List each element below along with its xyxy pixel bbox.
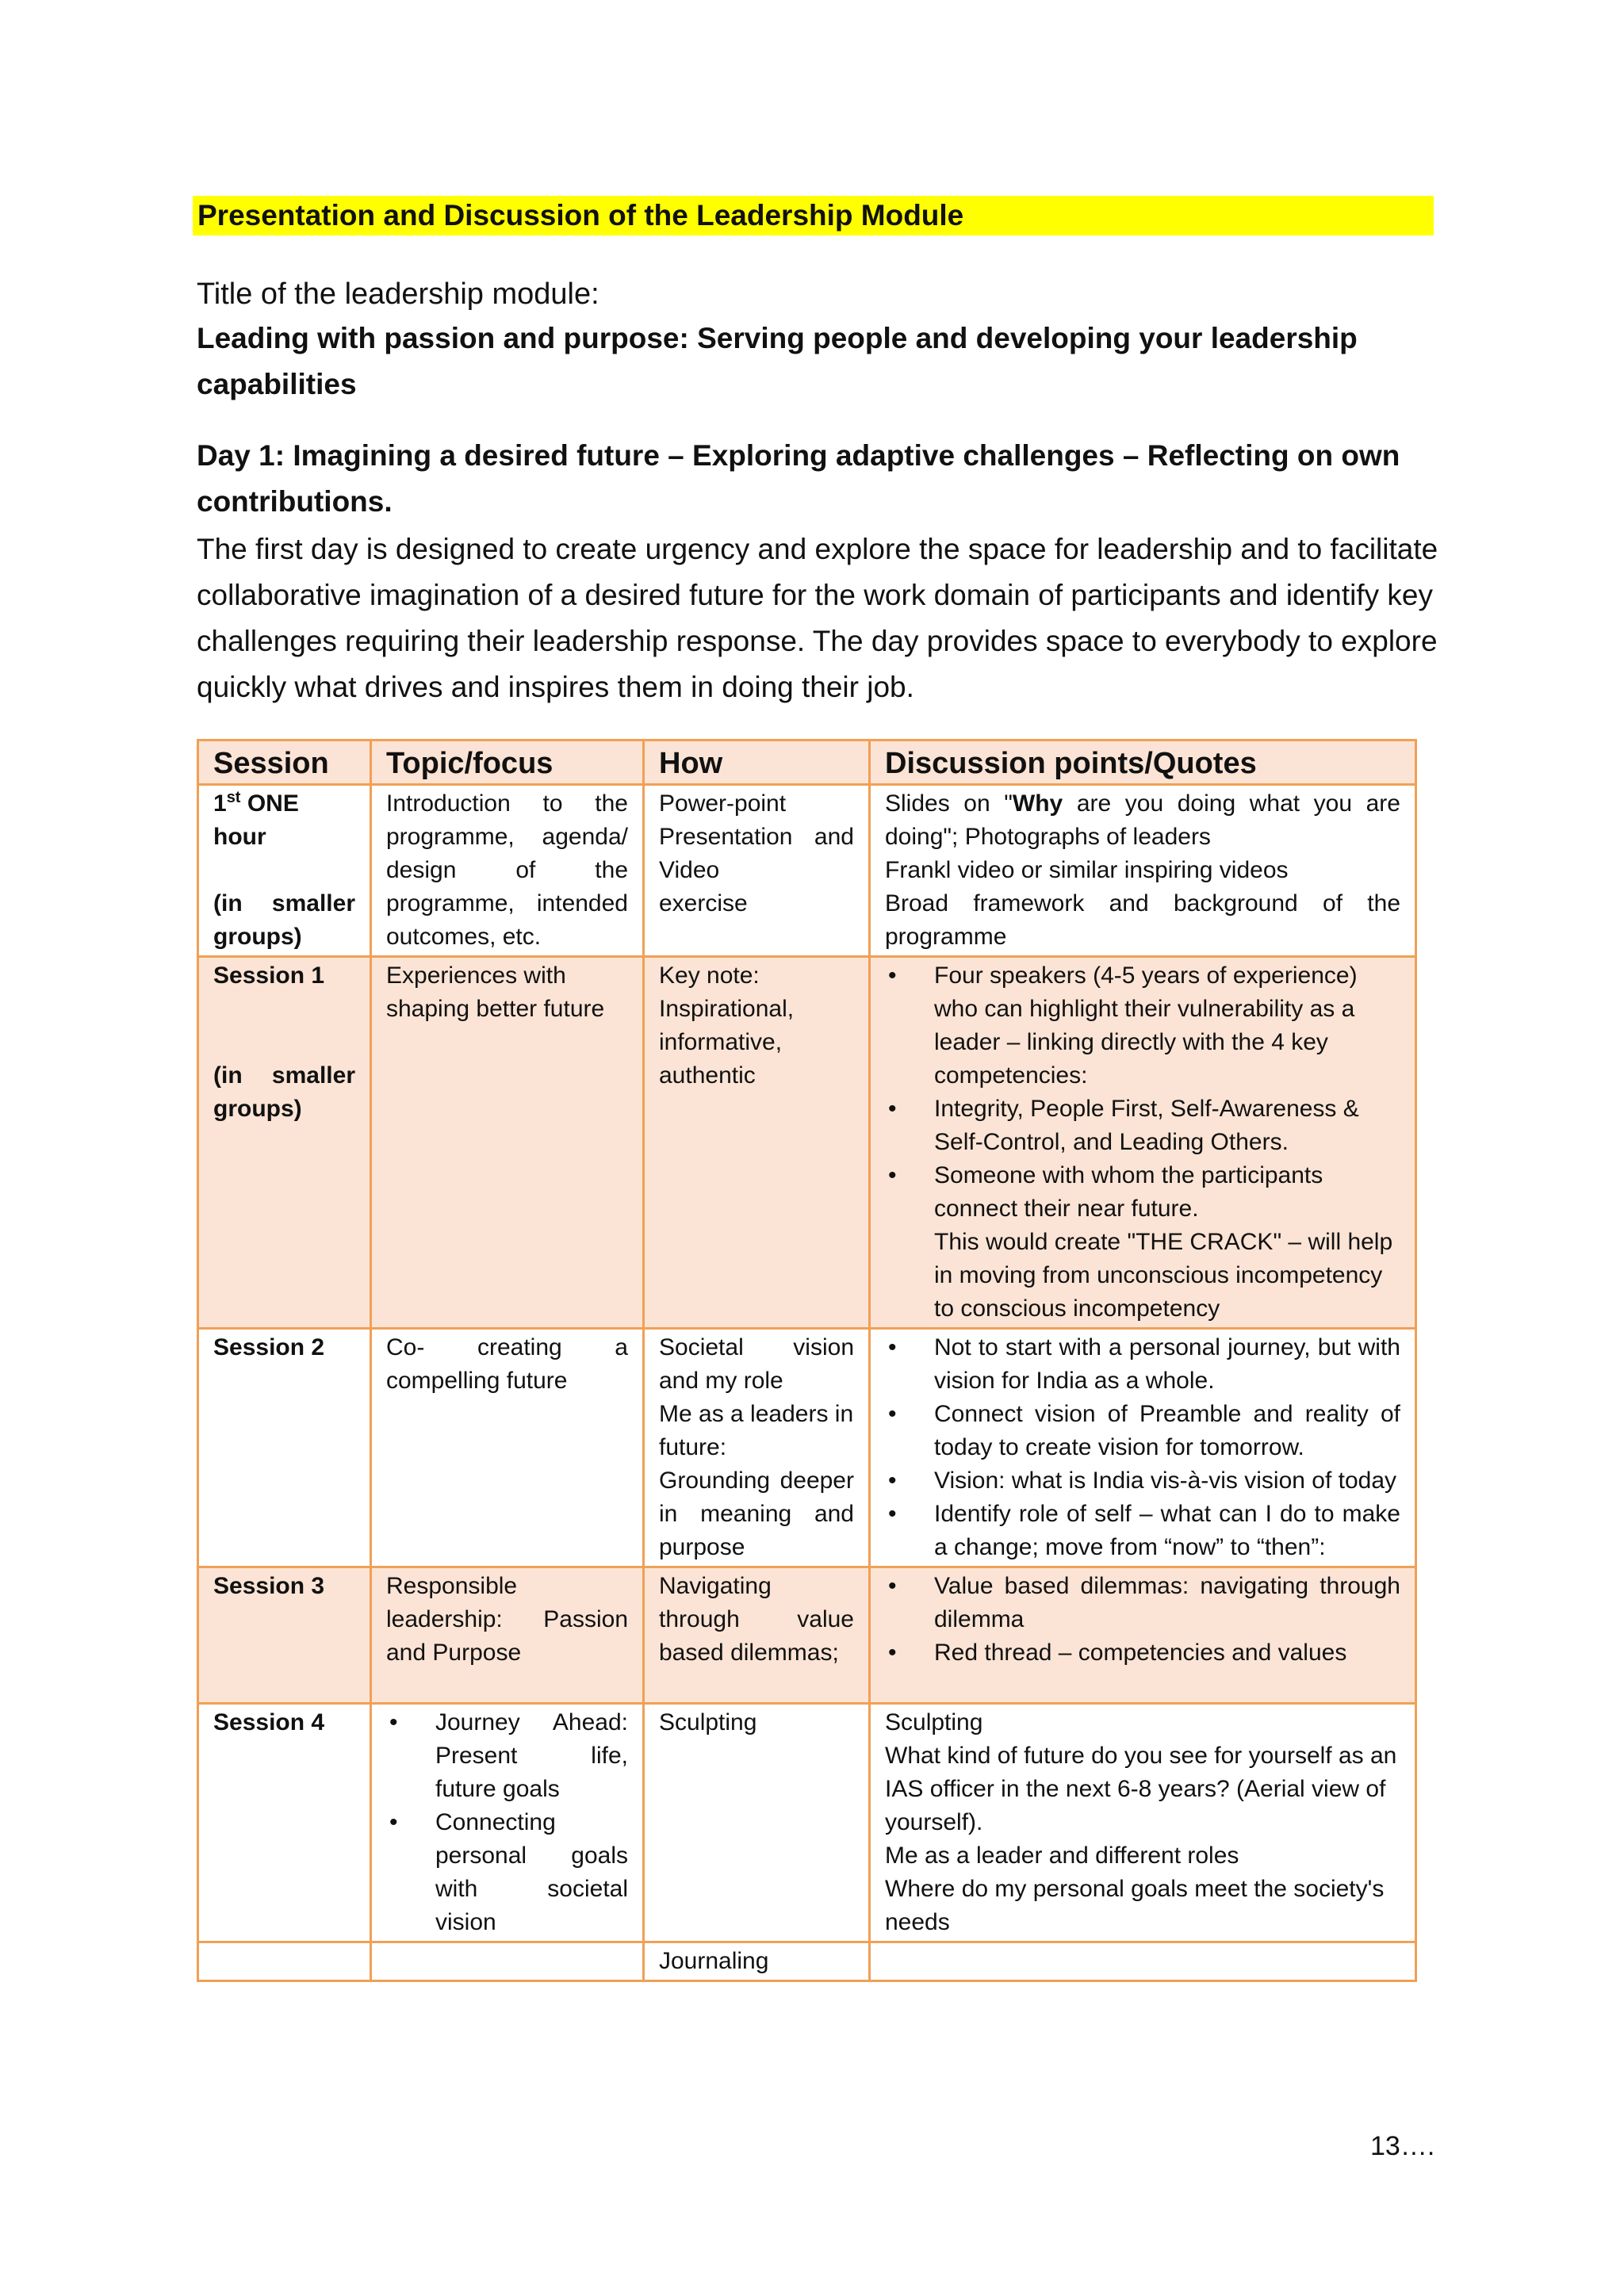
bullet-item: • Four speakers (4-5 years of experience) who can highlight their vulnerability as a leader – linking directly with the 4 key competencies: xyxy=(885,959,1400,1093)
how-line: Inspirational, xyxy=(659,996,795,1022)
bullet-item: • Vision: what is India vis-à-vis vision of today xyxy=(885,1464,1400,1498)
session-label: Session 1 xyxy=(213,962,325,989)
discussion-cell xyxy=(870,1704,1416,1942)
session-table xyxy=(197,739,1417,1982)
highlighted-heading: Presentation and Discussion of the Leadership Module xyxy=(193,196,1434,235)
discussion-cell xyxy=(870,1329,1416,1567)
page-number: 13…. xyxy=(1370,2131,1435,2161)
day-heading: Day 1: Imagining a desired future – Exploring adaptive challenges – Reflecting on own contributions. xyxy=(197,439,1400,518)
topic-cell xyxy=(371,1942,644,1981)
bullet-item: • Red thread – competencies and values xyxy=(885,1636,1400,1670)
discussion-line: What kind of future do you see for yourself as an IAS officer in the next 6-8 years? (Aerial view of yourself). xyxy=(885,1743,1397,1835)
session-cell: Session 3 xyxy=(198,1567,371,1704)
table-row xyxy=(198,1567,1416,1704)
how-cell: Navigating through value based dilemmas; xyxy=(644,1567,870,1704)
table-row xyxy=(198,785,1416,957)
how-line: Me as a leaders in future: xyxy=(659,1401,854,1460)
discussion-line: Where do my personal goals meet the society's needs xyxy=(885,1876,1385,1935)
bullet-item: • Not to start with a personal journey, but with vision for India as a whole. xyxy=(885,1331,1400,1398)
how-cell xyxy=(644,1329,870,1567)
discussion-line: Slides on "Why are you doing what you are doing"; Photographs of leaders xyxy=(885,790,1400,850)
topic-cell: Responsible leadership: Passion and Purpose xyxy=(371,1567,644,1704)
discussion-line: Frankl video or similar inspiring videos xyxy=(885,857,1289,883)
discussion-cell xyxy=(870,785,1416,957)
module-title: Leading with passion and purpose: Serving people and developing your leadership capabilities xyxy=(197,322,1358,400)
col-header-topic: Topic/focus xyxy=(371,740,644,785)
session-cell: Session 4 xyxy=(198,1704,371,1942)
session-cell xyxy=(198,785,371,957)
session-cell xyxy=(198,1942,371,1981)
session-sup: st xyxy=(226,789,241,806)
table-row xyxy=(198,1329,1416,1567)
session-label: ONE hour xyxy=(213,790,299,850)
bullet-item: • Connecting personal goals with societal vision xyxy=(386,1806,628,1939)
table-row xyxy=(198,1704,1416,1942)
discussion-cell xyxy=(870,957,1416,1329)
bullet-item: • Value based dilemmas: navigating through dilemma xyxy=(885,1570,1400,1636)
how-line: Societal vision and my role xyxy=(659,1334,854,1394)
session-cell xyxy=(198,957,371,1329)
bullet-continuation: This would create "THE CRACK" – will help in moving from unconscious incompetency to conscious incompetency xyxy=(934,1229,1393,1322)
topic-cell xyxy=(371,1704,644,1942)
discussion-line: Me as a leader and different roles xyxy=(885,1843,1239,1869)
discussion-line: Broad framework and background of the programme xyxy=(885,890,1400,950)
how-line: exercise xyxy=(659,890,748,916)
bullet-item: • Someone with whom the participants connect their near future. xyxy=(885,1159,1400,1226)
how-cell: Sculpting xyxy=(644,1704,870,1942)
bullet-item: • Connect vision of Preamble and reality of today to create vision for tomorrow. xyxy=(885,1398,1400,1464)
intro-paragraph: The first day is designed to create urgency and explore the space for leadership and to facilitate collaborative imagination of a desired future for the work domain of participants and identify key challenges requiring their leadership response. The day provides space to everybody to explore quickly what drives and inspires them in doing their job. xyxy=(197,533,1438,703)
bullet-item: • Integrity, People First, Self-Awareness & Self-Control, and Leading Others. xyxy=(885,1093,1400,1159)
col-header-discussion: Discussion points/Quotes xyxy=(870,740,1416,785)
bullet-item: • Journey Ahead: Present life, future goals xyxy=(386,1706,628,1806)
topic-bullets xyxy=(386,1706,628,1939)
session-cell: Session 2 xyxy=(198,1329,371,1567)
how-cell xyxy=(644,785,870,957)
col-header-how: How xyxy=(644,740,870,785)
table-row xyxy=(198,1942,1416,1981)
table-row xyxy=(198,957,1416,1329)
how-line: informative, xyxy=(659,1029,783,1055)
discussion-line: Sculpting xyxy=(885,1709,983,1735)
col-header-session: Session xyxy=(198,740,371,785)
how-line: Power-point Presentation and Video xyxy=(659,790,854,883)
table-header-row xyxy=(198,740,1416,785)
topic-cell: Introduction to the programme, agenda/ design of the programme, intended outcomes, etc. xyxy=(371,785,644,957)
how-line: Key note: xyxy=(659,962,760,989)
discussion-cell xyxy=(870,1567,1416,1704)
module-title-label: Title of the leadership module: xyxy=(197,277,599,311)
topic-cell: Co- creating a compelling future xyxy=(371,1329,644,1567)
session-note: (in smaller groups) xyxy=(213,1062,355,1122)
discussion-cell xyxy=(870,1942,1416,1981)
session-number: 1 xyxy=(213,790,227,817)
how-line: Grounding deeper in meaning and purpose xyxy=(659,1468,854,1560)
topic-cell: Experiences with shaping better future xyxy=(371,957,644,1329)
how-cell: Journaling xyxy=(644,1942,870,1981)
session-note: (in smaller groups) xyxy=(213,890,355,950)
how-line: authentic xyxy=(659,1062,756,1089)
discussion-bullets xyxy=(885,1570,1400,1670)
bullet-item: • Identify role of self – what can I do to make a change; move from “now” to “then”: xyxy=(885,1498,1400,1564)
discussion-bullets xyxy=(885,1331,1400,1564)
discussion-bullets xyxy=(885,959,1400,1326)
how-cell xyxy=(644,957,870,1329)
